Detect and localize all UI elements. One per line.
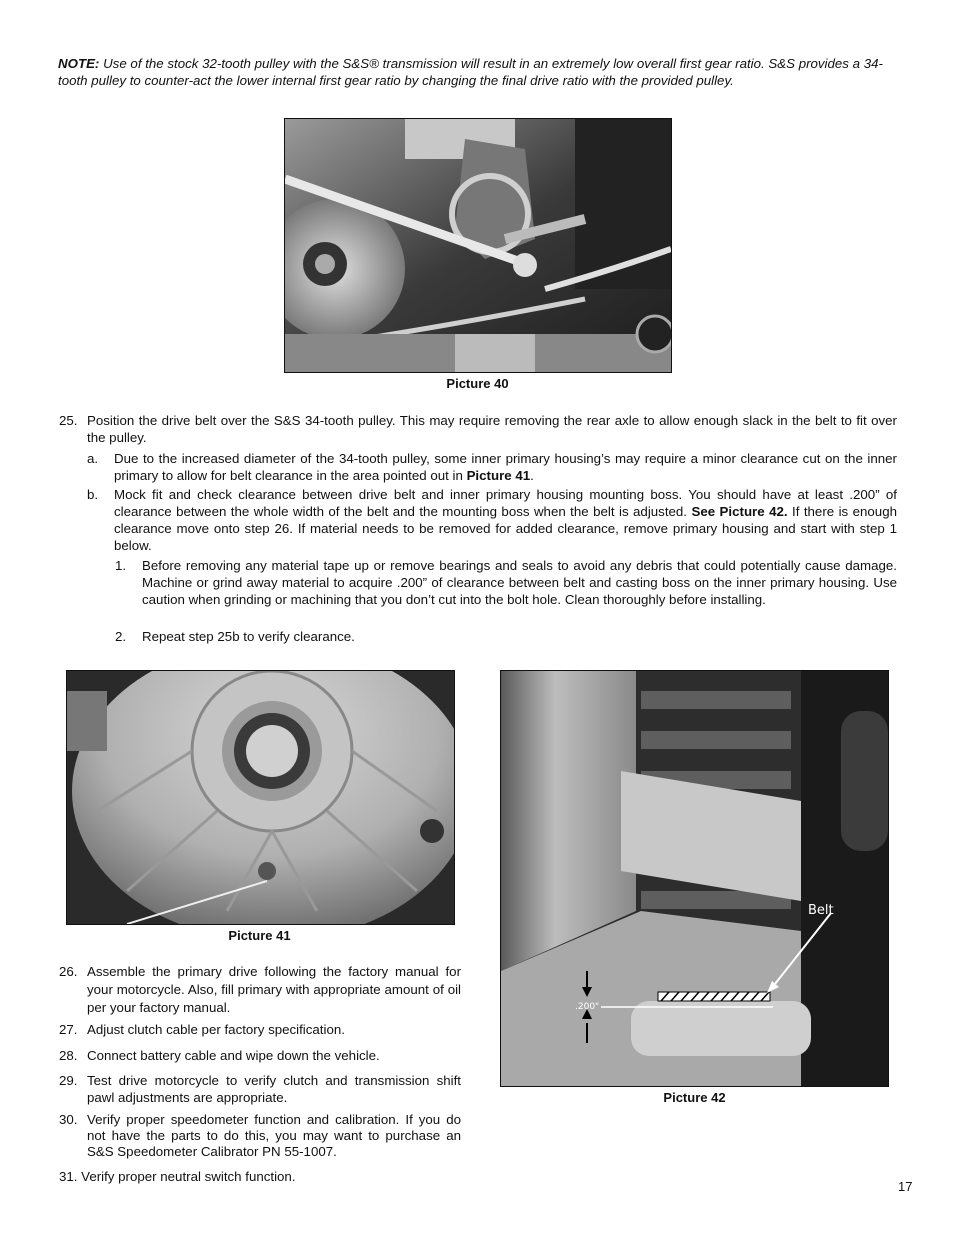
step-25b-text xyxy=(114,486,897,554)
step-27-text: Adjust clutch cable per factory specification. xyxy=(87,1022,345,1037)
step-31-text: 31. Verify proper neutral switch function. xyxy=(59,1169,296,1184)
picture-41-photo xyxy=(66,670,455,925)
step-25b-2 xyxy=(115,628,897,645)
step-25b xyxy=(87,486,897,554)
step-25a-picture-ref: Picture 41 xyxy=(466,468,531,483)
step-25b-2-text: Repeat step 25b to verify clearance. xyxy=(142,629,355,644)
picture-40-photo xyxy=(284,118,672,373)
step-25b-1 xyxy=(115,557,897,608)
step-25b-2-number: 2. xyxy=(115,629,127,644)
step-31 xyxy=(59,1168,461,1185)
clearance-label: .200" xyxy=(575,1002,600,1012)
step-25a-letter: a. xyxy=(87,451,99,466)
belt-label: Belt xyxy=(808,903,834,918)
step-25b-picture-ref: See Picture 42. xyxy=(691,504,788,519)
step-29-text: Test drive motorcycle to verify clutch and transmission shift pawl adjustments are appropriate. xyxy=(87,1073,461,1105)
picture-42-caption: Picture 42 xyxy=(663,1090,726,1105)
step-25 xyxy=(59,412,897,446)
step-27-number: 27. xyxy=(59,1022,78,1037)
step-25b-1-number: 1. xyxy=(115,558,127,573)
step-25b-text-post: If there is enough clearance move onto step 26. If material needs to be removed for added clearance, remove primary housing and start with step 1 below. xyxy=(114,504,897,553)
step-30-number: 30. xyxy=(59,1112,78,1127)
step-25b-1-text: Before removing any material tape up or remove bearings and seals to avoid any debris that could potentially cause damage. Machine or grind away material to acquire .200” of clearance between belt and casting boss on the inner primary housing. Use caution when grinding or machining that you don’t cut into the bolt hole. Clean thoroughly before installing. xyxy=(142,558,897,607)
note-paragraph xyxy=(58,55,903,89)
step-28-text: Connect battery cable and wipe down the vehicle. xyxy=(87,1048,380,1063)
picture-40-caption: Picture 40 xyxy=(446,376,509,391)
note-text: Use of the stock 32-tooth pulley with the S&S® transmission will result in an extremely low overall first gear ratio. S&S provides a 34-tooth pulley to counter-act the lower internal first gear ratio by changing the final drive ratio with the provided pulley. xyxy=(58,56,883,88)
step-28-number: 28. xyxy=(59,1048,78,1063)
picture-41-caption: Picture 41 xyxy=(228,928,291,943)
step-25-text: Position the drive belt over the S&S 34-tooth pulley. This may require removing the rear axle to allow enough slack in the belt to fit over the pulley. xyxy=(87,413,897,445)
step-26 xyxy=(59,963,461,1017)
step-30-text: Verify proper speedometer function and calibration. If you do not have the parts to do this, you may want to purchase an S&S Speedometer Calibrator PN 55-1007. xyxy=(87,1112,461,1159)
step-25a xyxy=(87,450,897,484)
step-25a-text xyxy=(114,450,897,484)
clearance-hatch xyxy=(658,992,770,1001)
step-25b-text-pre: Mock fit and check clearance between drive belt and inner primary housing mounting boss. You should have at least .200” of clearance between the whole width of the belt and the mounting boss when the belt is adjusted. xyxy=(114,487,897,519)
step-26-number: 26. xyxy=(59,964,78,979)
step-25a-text-pre: Due to the increased diameter of the 34-tooth pulley, some inner primary housing’s may require a minor clearance cut on the inner primary to allow for belt clearance in the area pointed out in xyxy=(114,451,897,483)
step-25-number: 25. xyxy=(59,413,78,428)
picture-42-photo xyxy=(500,670,889,1087)
step-25b-letter: b. xyxy=(87,487,99,502)
step-28 xyxy=(59,1047,461,1064)
page-number: 17 xyxy=(898,1179,913,1194)
step-29 xyxy=(59,1072,461,1106)
step-25a-text-post: . xyxy=(530,468,534,483)
step-27 xyxy=(59,1021,461,1038)
step-26-text: Assemble the primary drive following the factory manual for your motorcycle. Also, fill primary with appropriate amount of oil per your factory manual. xyxy=(87,964,461,1015)
step-30 xyxy=(59,1112,461,1160)
note-label: NOTE: xyxy=(58,56,100,71)
step-29-number: 29. xyxy=(59,1073,78,1088)
